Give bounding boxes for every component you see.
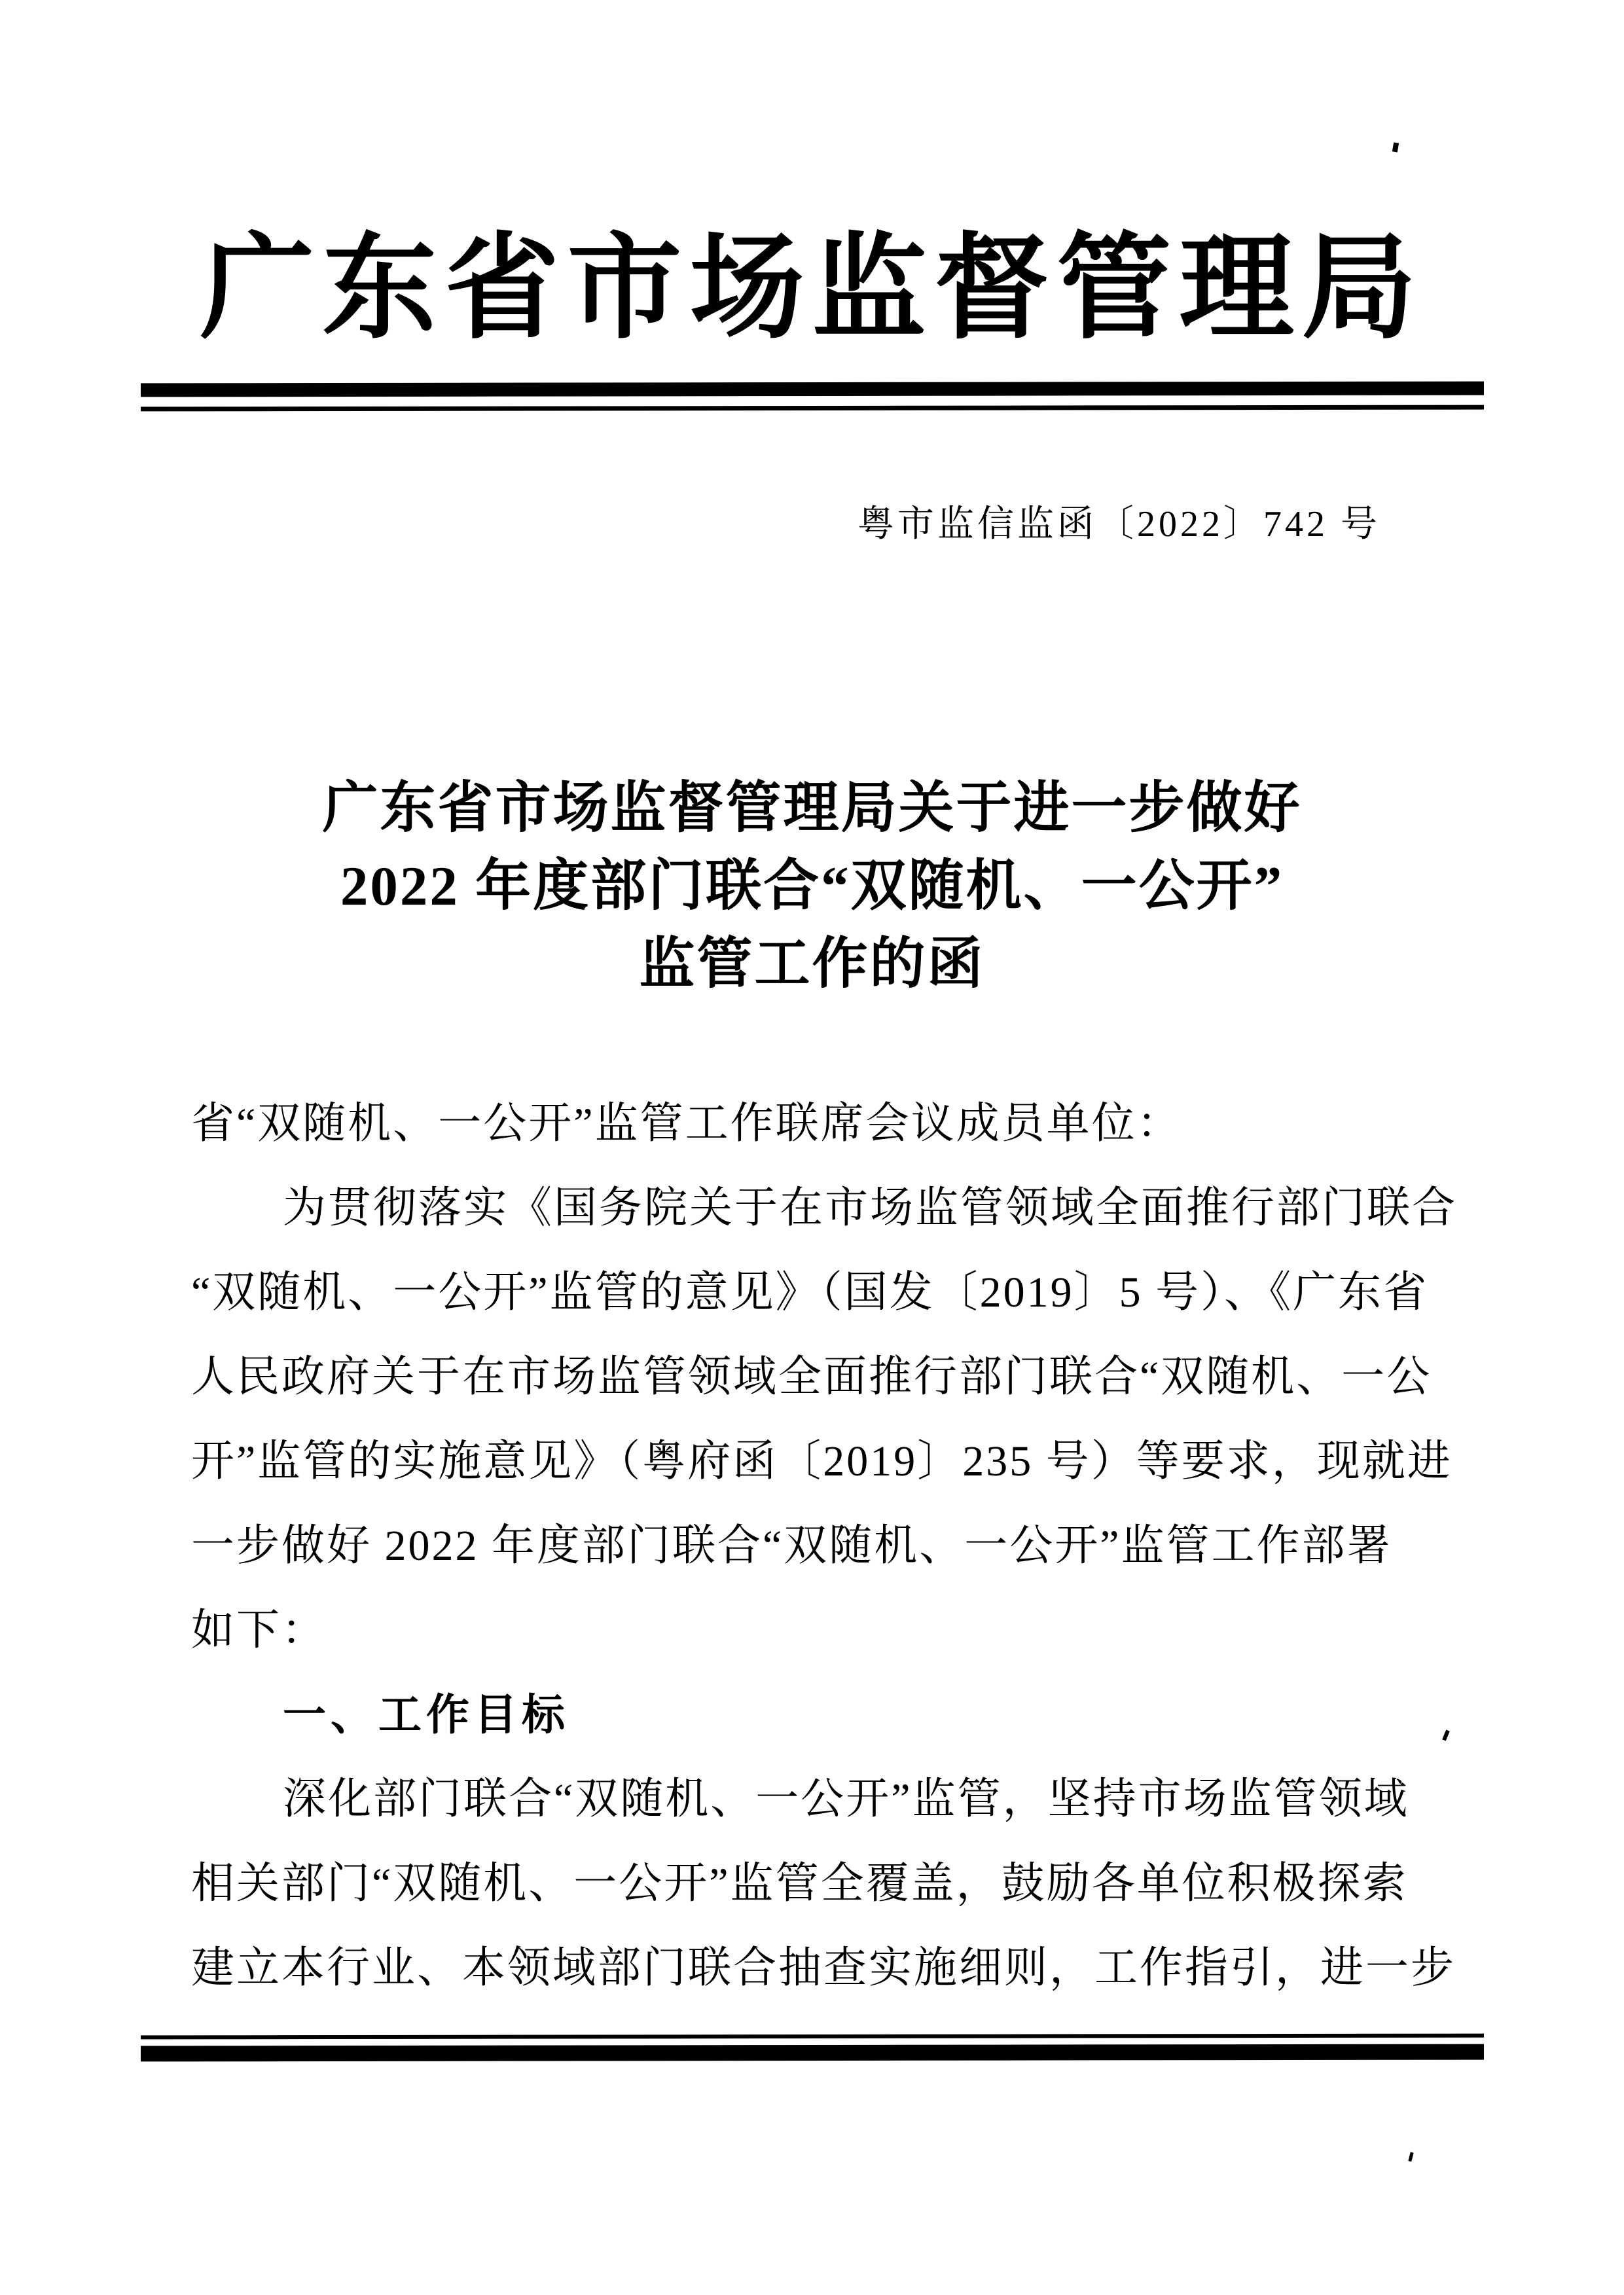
document-title bbox=[0, 770, 1624, 1003]
paragraph-line: “双随机、一公开”监管的意见》（国发〔2019〕5 号）、《广东省 bbox=[191, 1269, 1429, 1316]
paragraph-line: 深化部门联合“双随机、一公开”监管，坚持市场监管领域 bbox=[283, 1775, 1409, 1823]
paragraph-line: 一步做好 2022 年度部门联合“双随机、一公开”监管工作部署 bbox=[191, 1522, 1392, 1570]
paragraph-line: 开”监管的实施意见》（粤府函〔2019〕235 号）等要求，现就进 bbox=[191, 1437, 1453, 1485]
scan-speck bbox=[1442, 1729, 1450, 1741]
paragraph-line: 如下： bbox=[191, 1606, 327, 1654]
scan-speck bbox=[1392, 142, 1399, 152]
scan-speck bbox=[1408, 2152, 1413, 2162]
paragraph-line: 为贯彻落实《国务院关于在市场监管领域全面推行部门联合 bbox=[283, 1184, 1457, 1232]
paragraph-line: 人民政府关于在市场监管领域全面推行部门联合“双随机、一公 bbox=[191, 1353, 1432, 1401]
paragraph-line: 相关部门“双随机、一公开”监管全覆盖，鼓励各单位积极探索 bbox=[191, 1860, 1408, 1907]
header-rule-thin bbox=[141, 405, 1484, 412]
document-number: 粤市监信监函〔2022〕742 号 bbox=[857, 504, 1380, 545]
salutation-line: 省“双随机、一公开”监管工作联席会议成员单位： bbox=[191, 1100, 1182, 1148]
section-heading: 一、工作目标 bbox=[283, 1690, 569, 1739]
footer-rule-thin bbox=[141, 2034, 1484, 2040]
agency-letterhead: 广东省市场监督管理局 bbox=[200, 225, 1424, 352]
document-body bbox=[191, 1081, 1457, 2010]
document-title-line-3: 监管工作的函 bbox=[639, 933, 985, 995]
paragraph-line: 建立本行业、本领域部门联合抽查实施细则，工作指引，进一步 bbox=[191, 1944, 1456, 1992]
footer-rule-thick bbox=[141, 2044, 1484, 2062]
document-title-line-1: 广东省市场监督管理局关于进一步做好 bbox=[322, 778, 1302, 839]
header-rule-thick bbox=[141, 382, 1484, 397]
document-title-line-2: 2022 年度部门联合“双随机、一公开” bbox=[340, 856, 1284, 917]
